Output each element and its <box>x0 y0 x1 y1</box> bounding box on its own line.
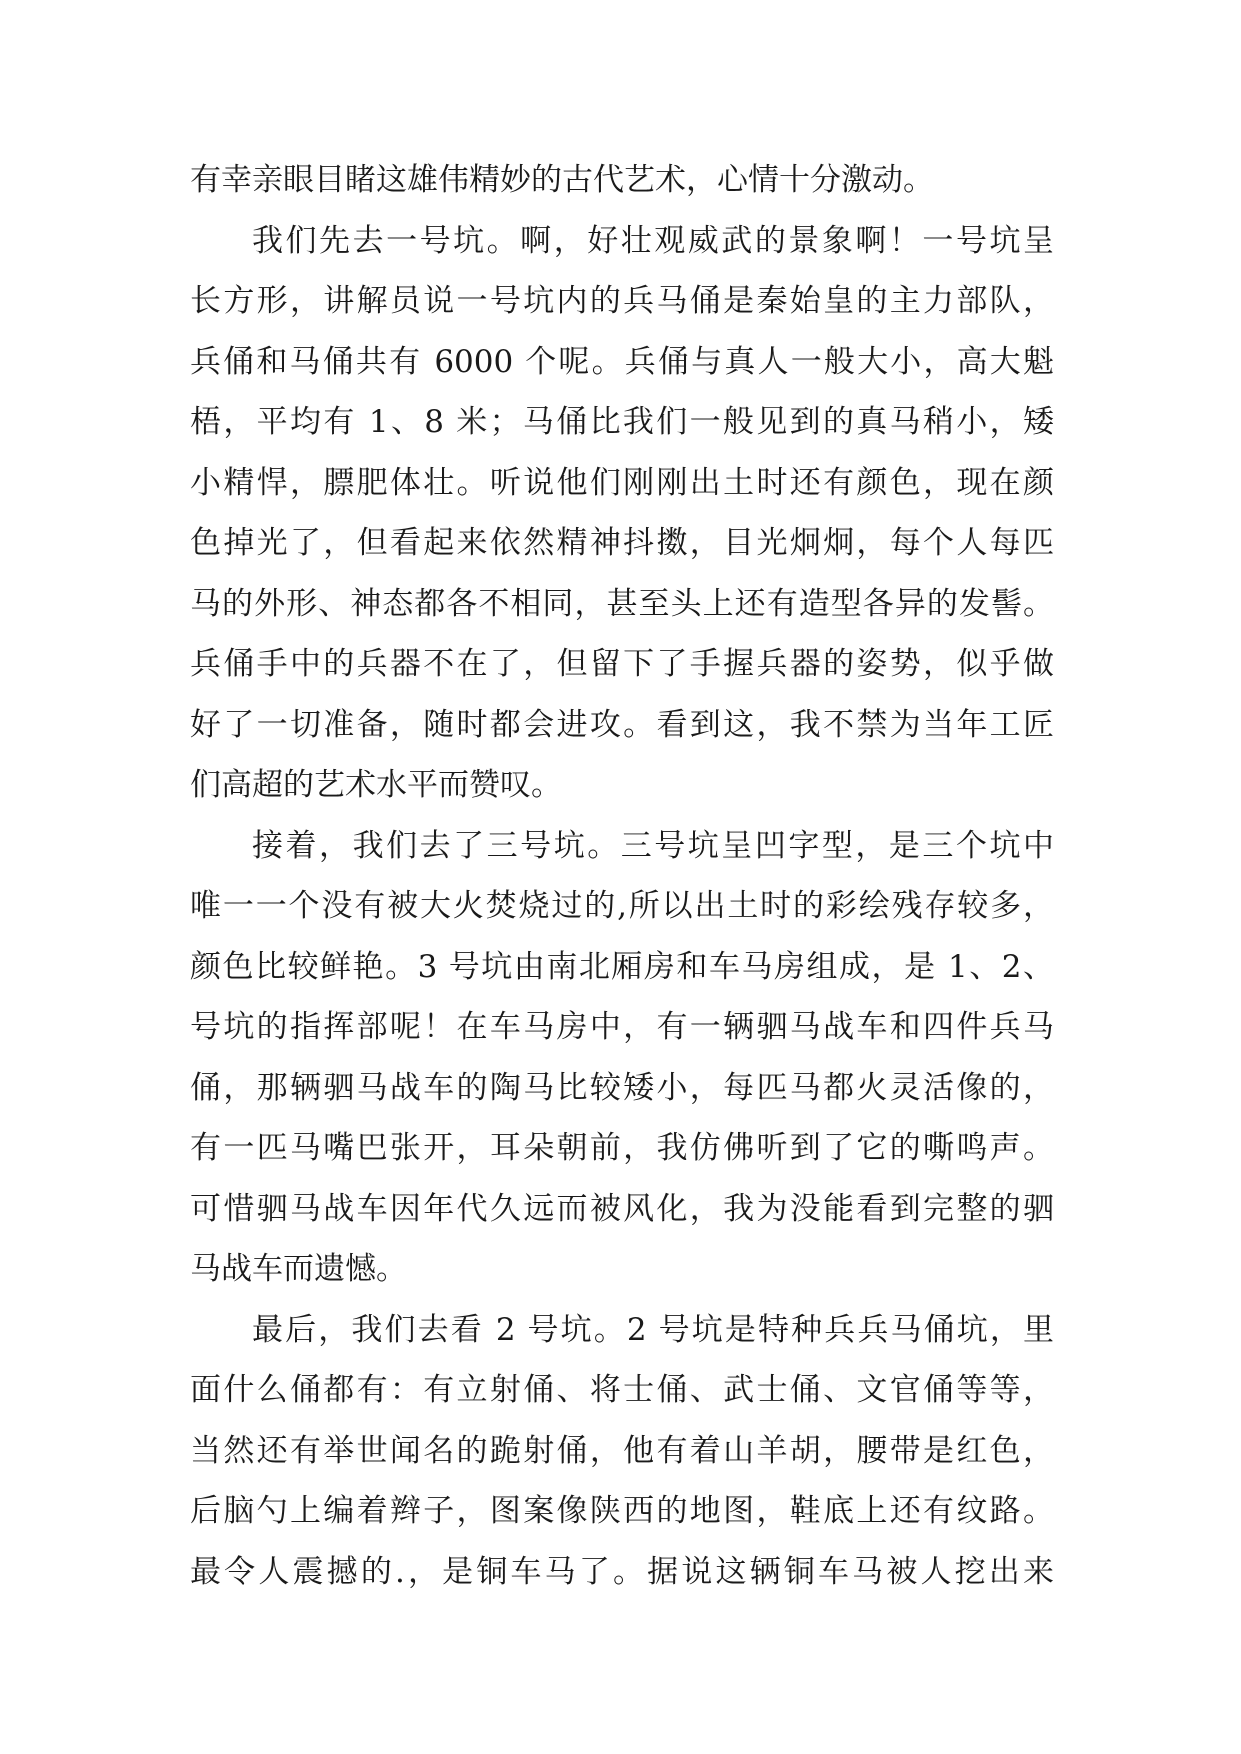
text-line: 色掉光了，但看起来依然精神抖擞，目光炯炯，每个人每匹 <box>190 525 1054 561</box>
text-line: 后脑勺上编着辫子，图案像陕西的地图，鞋底上还有纹路。 <box>190 1493 1054 1529</box>
text-line: 长方形，讲解员说一号坑内的兵马俑是秦始皇的主力部队， <box>190 283 1054 319</box>
text-line: 号坑的指挥部呢！在车马房中，有一辆驷马战车和四件兵马 <box>190 1009 1054 1045</box>
text-line: 有幸亲眼目睹这雄伟精妙的古代艺术，心情十分激动。 <box>190 162 934 198</box>
text-line: 俑，那辆驷马战车的陶马比较矮小，每匹马都火灵活像的， <box>190 1069 1054 1106</box>
text-line: 兵俑和马俑共有 6000 个呢。兵俑与真人一般大小，高大魁 <box>190 343 1054 380</box>
text-line: 有一匹马嘴巴张开，耳朵朝前，我仿佛听到了它的嘶鸣声。 <box>190 1130 1054 1166</box>
text-line: 好了一切准备，随时都会进攻。看到这，我不禁为当年工匠 <box>190 706 1054 743</box>
text-line: 马的外形、神态都各不相同，甚至头上还有造型各异的发髻。 <box>190 585 1054 622</box>
text-line: 颜色比较鲜艳。3 号坑由南北厢房和车马房组成，是 1、2、 <box>190 948 1054 985</box>
text-line: 当然还有举世闻名的跪射俑，他有着山羊胡，腰带是红色， <box>190 1432 1054 1469</box>
text-line: 唯一一个没有被大火焚烧过的,所以出土时的彩绘残存较多， <box>190 888 1054 924</box>
text-line: 最令人震撼的.，是铜车马了。据说这辆铜车马被人挖出来 <box>190 1553 1054 1590</box>
text-line: 小精悍，膘肥体壮。听说他们刚刚出土时还有颜色，现在颜 <box>190 464 1054 501</box>
text-line: 们高超的艺术水平而赞叹。 <box>190 767 562 803</box>
text-line: 可惜驷马战车因年代久远而被风化，我为没能看到完整的驷 <box>190 1190 1054 1227</box>
paragraph-start-line: 最后，我们去看 2 号坑。2 号坑是特种兵兵马俑坑，里 <box>252 1311 1054 1348</box>
paragraph-start-line: 我们先去一号坑。啊，好壮观威武的景象啊！一号坑呈 <box>252 222 1054 259</box>
text-line: 梧，平均有 1、8 米；马俑比我们一般见到的真马稍小，矮 <box>190 404 1054 440</box>
text-line: 马战车而遗憾。 <box>190 1251 407 1287</box>
paragraph-start-line: 接着，我们去了三号坑。三号坑呈凹字型，是三个坑中 <box>252 827 1054 864</box>
document-body <box>190 150 1054 1602</box>
text-line: 面什么俑都有：有立射俑、将士俑、武士俑、文官俑等等， <box>190 1372 1054 1408</box>
text-line: 兵俑手中的兵器不在了，但留下了手握兵器的姿势，似乎做 <box>190 646 1054 682</box>
